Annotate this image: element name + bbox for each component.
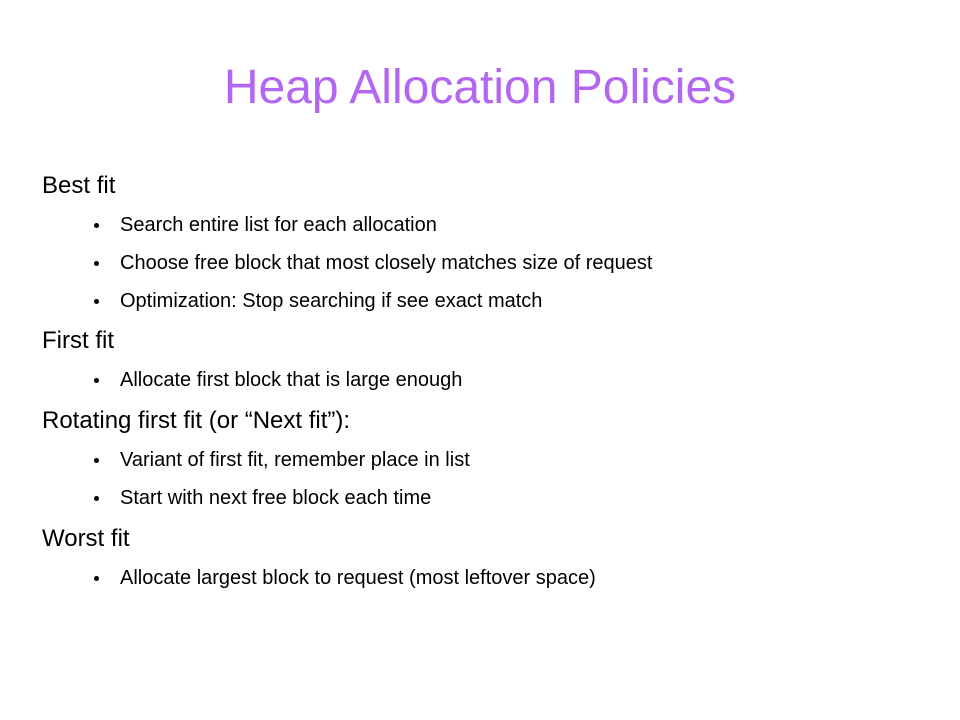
bullet-text: Search entire list for each allocation — [120, 214, 437, 236]
bullet-text: Choose free block that most closely matches size of request — [120, 252, 653, 274]
section-rotating-first-fit — [42, 401, 922, 517]
bullet-dot-icon — [94, 299, 99, 304]
bullet-dot-icon — [94, 378, 99, 383]
section-heading: First fit — [42, 327, 114, 354]
section-first-fit — [42, 321, 922, 399]
bullet-list — [42, 361, 922, 399]
bullet-item — [42, 441, 922, 479]
slide-title: Heap Allocation Policies — [223, 61, 737, 114]
bullet-item — [42, 244, 922, 282]
section-heading: Best fit — [42, 172, 116, 199]
bullet-text: Allocate largest block to request (most leftover space) — [120, 567, 596, 589]
bullet-list — [42, 206, 922, 320]
bullet-dot-icon — [94, 223, 99, 228]
bullet-list — [42, 441, 922, 517]
bullet-item — [42, 282, 922, 320]
bullet-dot-icon — [94, 496, 99, 501]
bullet-item — [42, 206, 922, 244]
bullet-item — [42, 559, 922, 597]
bullet-dot-icon — [94, 261, 99, 266]
section-heading: Worst fit — [42, 525, 130, 552]
bullet-list — [42, 559, 922, 597]
section-best-fit — [42, 166, 922, 320]
bullet-text: Variant of first fit, remember place in list — [120, 449, 470, 471]
section-heading: Rotating first fit (or “Next fit”): — [42, 407, 351, 434]
bullet-item — [42, 361, 922, 399]
bullet-text: Optimization: Stop searching if see exact match — [120, 290, 543, 312]
bullet-item — [42, 479, 922, 517]
section-worst-fit — [42, 519, 922, 597]
slide-content — [42, 166, 922, 597]
bullet-dot-icon — [94, 458, 99, 463]
bullet-text: Start with next free block each time — [120, 487, 432, 509]
bullet-dot-icon — [94, 576, 99, 581]
bullet-text: Allocate first block that is large enough — [120, 369, 463, 391]
